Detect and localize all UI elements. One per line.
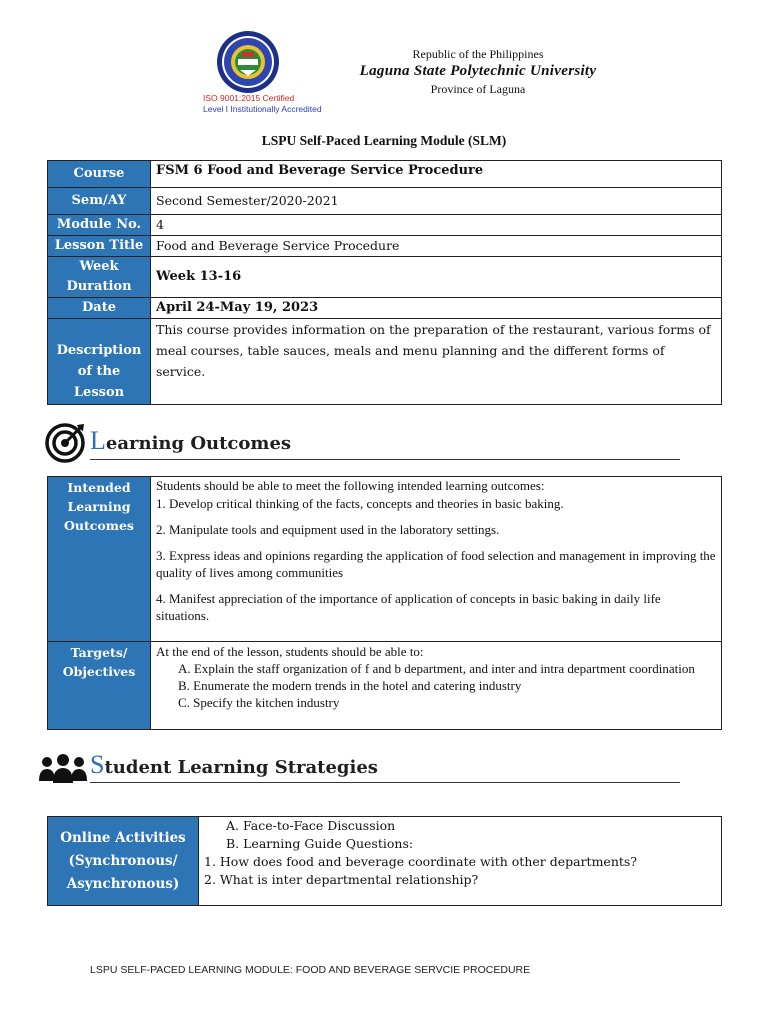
course-info-table <box>47 160 722 405</box>
strategy-item: A. Face-to-Face Discussion <box>226 818 396 833</box>
guide-question: 1. How does food and beverage coordinate with other departments? <box>204 854 638 869</box>
accreditation-line: Level I Institutionally Accredited <box>203 104 322 114</box>
intended-outcomes-cell <box>151 477 722 642</box>
online-activities-label: Online Activities (Synchronous/ Asynchronous) <box>48 817 199 906</box>
row-value: Week 13-16 <box>151 257 722 298</box>
iso-certification: ISO 9001:2015 Certified <box>203 93 295 103</box>
heading-initial: L <box>90 426 106 455</box>
republic-line: Republic of the Philippines <box>412 47 544 61</box>
target-icon <box>44 422 86 464</box>
row-label: Date <box>48 298 151 319</box>
row-label: Description of the Lesson <box>48 319 151 405</box>
table-row <box>48 236 722 257</box>
table-row <box>48 188 722 215</box>
strategies-table <box>47 816 722 906</box>
row-value: April 24-May 19, 2023 <box>151 298 722 319</box>
heading-rule <box>90 459 680 460</box>
heading-rule <box>90 782 680 783</box>
people-icon <box>38 753 88 783</box>
strategies-cell <box>199 817 722 906</box>
row-value: 4 <box>151 215 722 236</box>
row-label: Lesson Title <box>48 236 151 257</box>
table-row <box>48 257 722 298</box>
outcome-intro: Students should be able to meet the following intended learning outcomes: <box>156 478 545 493</box>
intended-outcomes-label: Intended Learning Outcomes <box>48 477 151 642</box>
heading-text: tudent Learning Strategies <box>104 757 378 778</box>
heading-text: earning Outcomes <box>105 433 292 454</box>
targets-cell <box>151 642 722 730</box>
outcome-item: 2. Manipulate tools and equipment used in the laboratory settings. <box>156 522 500 537</box>
strategies-heading <box>90 750 378 780</box>
target-item: C. Specify the kitchen industry <box>178 695 340 710</box>
table-row <box>48 161 722 188</box>
target-item: A. Explain the staff organization of f and b department, and inter and intra department coordination <box>178 661 695 676</box>
table-row <box>48 215 722 236</box>
targets-label: Targets/ Objectives <box>48 642 151 730</box>
row-label: Module No. <box>48 215 151 236</box>
strategy-item: B. Learning Guide Questions: <box>226 836 414 851</box>
row-value: Second Semester/2020-2021 <box>151 188 722 215</box>
table-row <box>48 298 722 319</box>
targets-intro: At the end of the lesson, students should be able to: <box>156 644 424 659</box>
province-line: Province of Laguna <box>430 82 526 96</box>
target-item: B. Enumerate the modern trends in the hotel and catering industry <box>178 678 522 693</box>
table-row <box>48 817 722 906</box>
learning-outcomes-heading <box>90 426 291 456</box>
university-name: Laguna State Polytechnic University <box>359 63 597 79</box>
row-value: FSM 6 Food and Beverage Service Procedure <box>151 161 722 188</box>
row-value: Food and Beverage Service Procedure <box>151 236 722 257</box>
outcome-item: 1. Develop critical thinking of the facts, concepts and theories in basic baking. <box>156 496 564 511</box>
module-title: LSPU Self-Paced Learning Module (SLM) <box>261 133 507 148</box>
row-label: Course <box>48 161 151 188</box>
table-row <box>48 319 722 405</box>
row-value: This course provides information on the preparation of the restaurant, various forms of meal courses, table sauces, meals and menu planning and the different forms of service. <box>151 319 722 405</box>
row-label: Week Duration <box>48 257 151 298</box>
page-footer: LSPU SELF-PACED LEARNING MODULE: FOOD AND BEVERAGE SERVCIE PROCEDURE <box>90 964 531 976</box>
table-row <box>48 642 722 730</box>
outcome-item: 4. Manifest appreciation of the importance of application of concepts in basic baking in daily life situations. <box>156 591 661 623</box>
heading-initial: S <box>90 750 105 779</box>
outcome-item: 3. Express ideas and opinions regarding the application of food selection and management in improving the quality of lives among communities <box>156 548 716 580</box>
row-label: Sem/AY <box>48 188 151 215</box>
learning-outcomes-table <box>47 476 722 730</box>
guide-question: 2. What is inter departmental relationship? <box>204 872 479 887</box>
table-row <box>48 477 722 642</box>
